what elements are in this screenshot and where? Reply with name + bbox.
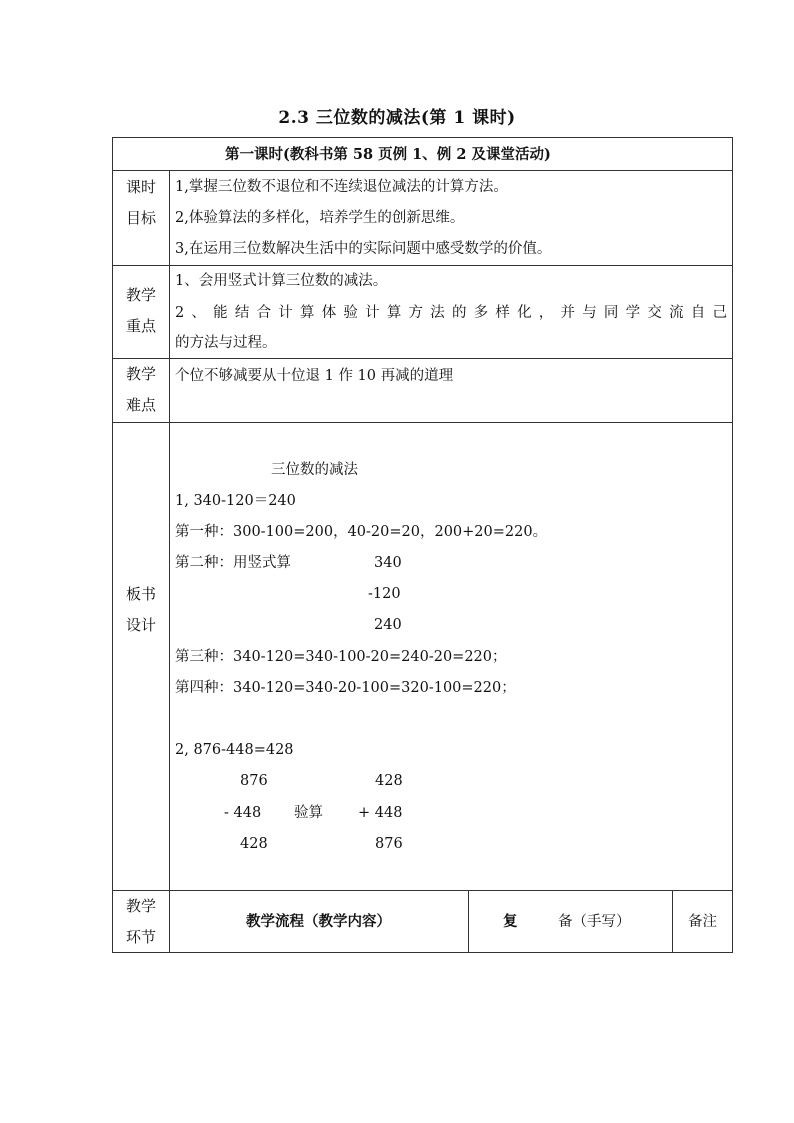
vertical-minuend: 340 [374, 555, 402, 571]
vertical-subtrahend: -120 [368, 586, 401, 602]
subtitle-text: 第一课时(教科书第 58 页例 1、例 2 及课堂活动) [225, 146, 551, 163]
label-line: 设计 [125, 616, 156, 634]
objective-item: 2,体验算法的多样化，培养学生的创新思维。 [175, 210, 465, 226]
label-line: 板书 [125, 585, 156, 603]
review-header-fu: 复 [503, 913, 518, 930]
document-title: 2.3 三位数的减法(第 1 课时) [278, 108, 516, 128]
calc-result: 428 [240, 836, 268, 852]
check-sum: 876 [375, 836, 403, 852]
calc-minuend: 876 [240, 773, 268, 789]
calc-subtrahend: - 448 [224, 805, 262, 821]
label-line: 课时 [125, 178, 156, 196]
key-point-item: 2、能结合计算体验计算方法的多样化，并与同学交流自己 [175, 305, 727, 321]
label-line: 难点 [125, 396, 156, 414]
objective-item: 1,掌握三位数不退位和不连续退位减法的计算方法。 [175, 179, 508, 195]
label-column-divider [169, 170, 170, 952]
lesson-plan-table [112, 137, 733, 953]
objective-item: 3,在运用三位数解决生活中的实际问题中感受数学的价值。 [175, 241, 552, 257]
difficulties-label [113, 359, 169, 421]
row-divider [113, 422, 732, 423]
key-points-label [113, 280, 169, 342]
row-divider [113, 170, 732, 171]
check-addend-2: + 448 [358, 805, 403, 821]
method-3: 第三种：340-120=340-100-20=240-20=220； [175, 649, 507, 665]
notes-header: 备注 [688, 914, 717, 930]
row-divider [113, 890, 732, 891]
column-divider [468, 890, 469, 952]
method-2: 第二种：用竖式算 [175, 555, 291, 571]
key-point-item: 1、会用竖式计算三位数的减法。 [175, 273, 388, 289]
key-point-item: 的方法与过程。 [175, 335, 277, 351]
label-line: 教学 [125, 286, 156, 304]
flow-step-label [113, 891, 169, 953]
row-divider [113, 358, 732, 359]
example-2: 2, 876-448=428 [175, 742, 294, 758]
row-divider [113, 265, 732, 266]
label-line: 环节 [125, 928, 156, 946]
review-header-bei: 备（手写） [558, 914, 631, 930]
label-line: 重点 [125, 317, 156, 335]
objectives-label [113, 172, 169, 234]
method-1: 第一种：300-100=200，40-20=20，200+20=220。 [175, 524, 548, 540]
label-line: 目标 [125, 209, 156, 227]
flow-content-header: 教学流程（教学内容） [246, 913, 391, 930]
label-line: 教学 [125, 897, 156, 915]
method-4: 第四种：340-120=340-20-100=320-100=220； [175, 680, 516, 696]
difficulty-text: 个位不够减要从十位退 1 作 10 再减的道理 [175, 368, 454, 384]
lesson-subtitle [225, 146, 551, 164]
label-line: 教学 [125, 365, 156, 383]
example-1: 1, 340-120＝240 [175, 493, 296, 509]
check-label: 验算 [294, 805, 323, 821]
board-design-label [113, 579, 169, 641]
vertical-result: 240 [374, 617, 402, 633]
board-heading: 三位数的减法 [271, 462, 358, 478]
check-addend: 428 [375, 773, 403, 789]
